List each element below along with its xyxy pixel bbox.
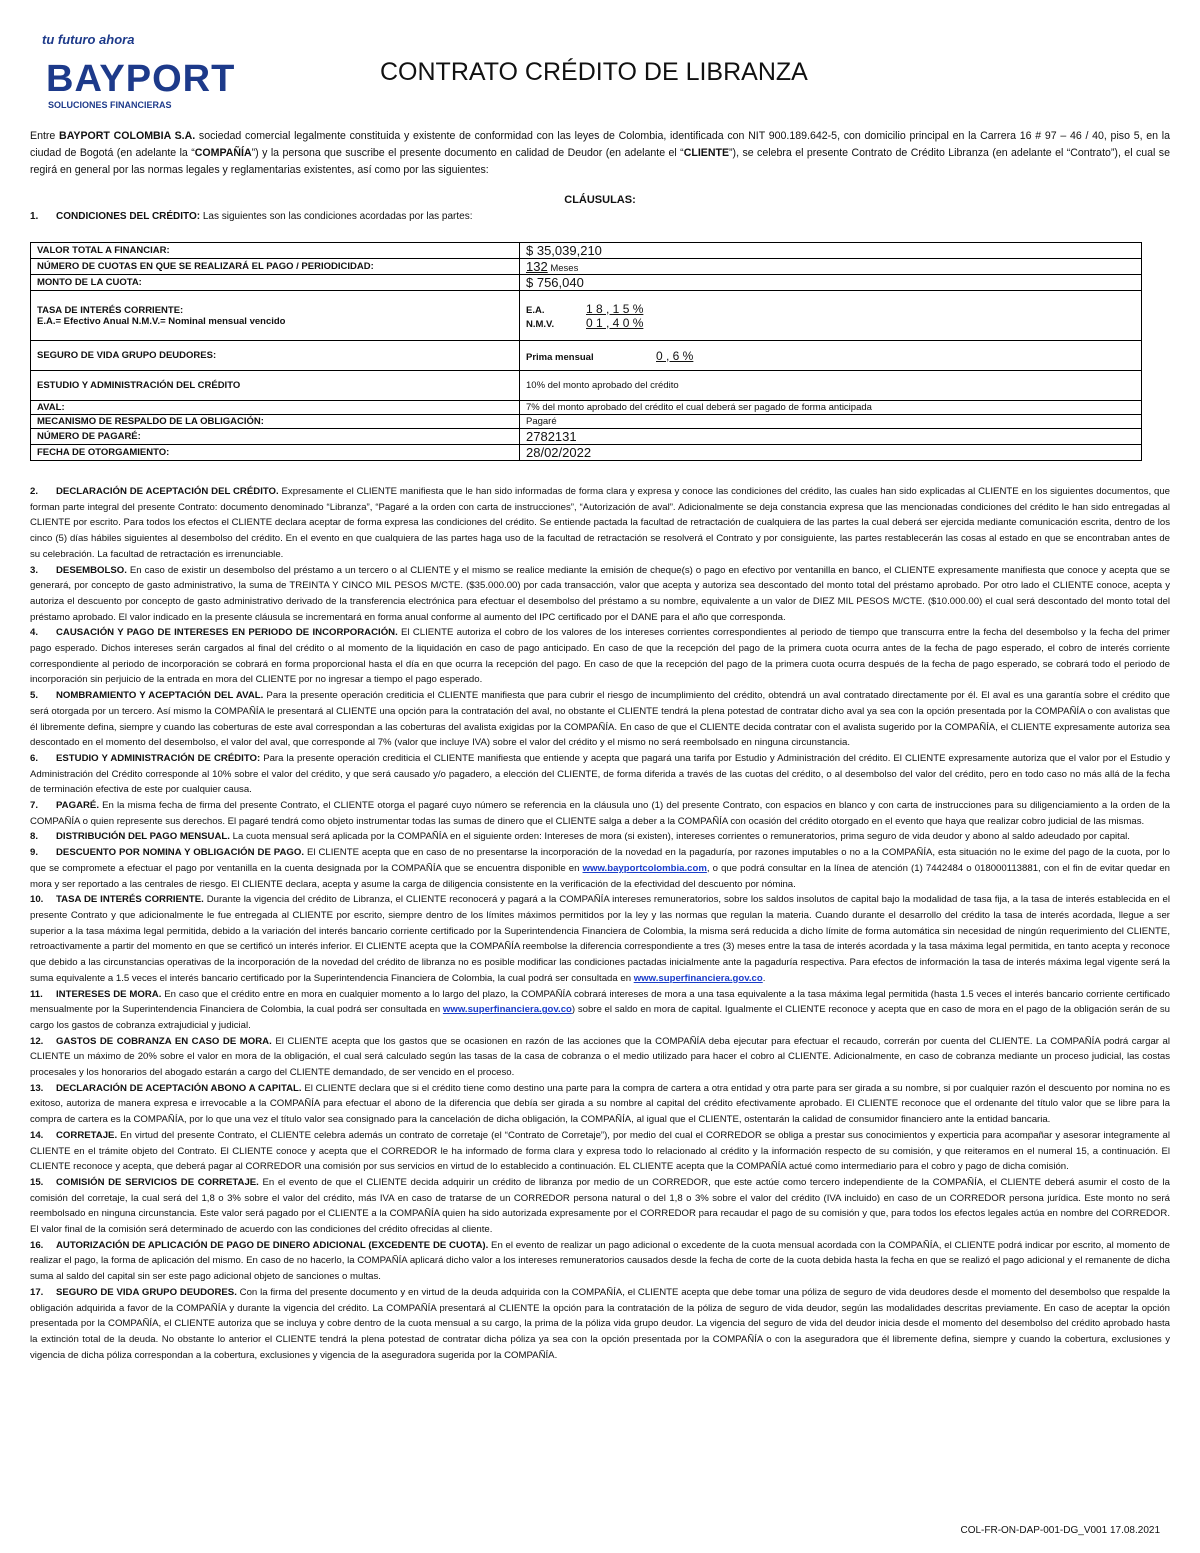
clause-body: La cuota mensual será aplicada por la COMPAÑÍA en el siguiente orden: Intereses de mora (si existen), intereses corrientes o remuneratorios, prima seguro de vida deudor y abono al saldo adeudado por capital. <box>229 831 1130 843</box>
numero-cuotas: 132 <box>526 259 548 274</box>
clause-6 <box>30 751 1170 798</box>
table-row: FECHA DE OTORGAMIENTO: 28/02/2022 <box>31 445 1142 461</box>
clause-title: INTERESES DE MORA. <box>56 988 162 1000</box>
clause-title: CAUSACIÓN Y PAGO DE INTERESES EN PERIODO DE INCORPORACIÓN. <box>56 627 398 639</box>
clause-title: DESCUENTO POR NOMINA Y OBLIGACIÓN DE PAGO. <box>56 847 305 859</box>
tasa-ea: 1 8 , 1 5 % <box>586 301 644 316</box>
clause-2 <box>30 484 1170 563</box>
clause-number: 16. <box>30 1239 44 1251</box>
clause-title: ESTUDIO Y ADMINISTRACIÓN DE CRÉDITO: <box>56 752 261 764</box>
website-link[interactable]: www.superfinanciera.gov.co <box>442 1004 572 1016</box>
clause-title: TASA DE INTERÉS CORRIENTE. <box>56 894 204 906</box>
clause-number: 13. <box>30 1082 44 1094</box>
clause-14 <box>30 1128 1170 1175</box>
clause-body: En caso de existir un desembolso del préstamo a un tercero o al CLIENTE y el mismo se realice mediante la emisión de cheque(s) o pago en efectivo por ventanilla en banco, el CLIENTE expresamente manifiesta que conoce y acepta que se generará, por concepto de gasto administrativo, la suma de TREINTA Y CINCO MIL PESOS M/CTE. ($35.000.00) por cada transacción, valor que acepta y autoriza sea descontado del monto total del préstamo aprobado. Por otro lado el CLIENTE conoce, acepta y autoriza el descuento por concepto de gasto administrativo derivado de la transferencia electrónica para efectuar el desembolso del préstamo a su nombre, equivalente a un valor de DIEZ MIL PESOS M/CTE. ($10.000.00) el cual será descontado del monto total del préstamo aprobado. El valor indicado en la presente cláusula se incrementará en forma anual conforme al aumento del IPC certificado por el DANE para el año que corresponda. <box>30 564 1170 623</box>
clause-body: El CLIENTE acepta que los gastos que se ocasionen en razón de las acciones que la COMPAÑÍA deba ejecutar para efectuar el recaudo, correrán por cuenta del CLIENTE. La COMPAÑÍA podrá cargar al CLIENTE un máximo de 20% sobre el valor en mora de la obligación, el cual será calculado según las tasas de la casa de cobranza o el medio utilizado para hacer el cobro al CLIENTE. Adicionalmente, en caso de cobranza mediante un proceso judicial, las costas procesales y los honorarios del abogado estarán a cargo del CLIENTE demandado, de ser vencido en el proceso. <box>30 1035 1170 1079</box>
clause-body: El CLIENTE declara que si el crédito tiene como destino una parte para la compra de cartera a otra entidad y otra parte para ser girada a su nombre, si por cualquier razón el descuento por nomina no es exitoso, autoriza de manera expresa e irrevocable a la COMPAÑÍA para efectuar el abono de la diferencia que debía ser girada a su nombre al capital del crédito efectivamente aprobado. El CLIENTE reconoce que el ordenante del título valor que se libre para la compra de cartera es la COMPAÑÍA, por lo que una vez el título valor sea consignado para la cancelación de dicha obligación, la COMPAÑÍA, al igual que el CLIENTE, ostentarán la calidad de consumidor financiero ante la entidad bancaria. <box>30 1082 1170 1126</box>
clausulas-heading: CLÁUSULAS: <box>564 194 636 206</box>
logo-tagline: tu futuro ahora <box>42 32 135 47</box>
clause-16 <box>30 1238 1170 1285</box>
clause-number: 3. <box>30 564 39 576</box>
numero-pagare: 2782131 <box>526 429 577 444</box>
clause-9 <box>30 845 1170 892</box>
clause-body: En caso que el crédito entre en mora en cualquier momento a lo largo del plazo, la COMPAÑÍA cobrará intereses de mora a una tasa equivalente a la tasa máxima legal permitida (hasta 1.5 veces el interés bancario corriente certificado mensualmente por la Superintendencia Financiera de Colombia, la cual podrá ser consultada en <box>30 988 1170 1016</box>
clause-11 <box>30 987 1170 1034</box>
clause-title: DISTRIBUCIÓN DEL PAGO MENSUAL. <box>56 831 230 843</box>
clause-body: En la misma fecha de firma del presente Contrato, el CLIENTE otorga el pagaré cuyo número se referencia en la cláusula uno (1) del presente Contrato, con espacios en blanco y con carta de instrucciones para su diligenciamiento a la orden de la COMPAÑÍA o quien represente sus derechos. El pagaré tendrá como objeto instrumentar todas las sumas de dinero que el CLIENTE salga a deber a la COMPAÑÍA con ocasión del crédito otorgado en el evento que haya que realizar cobro judicial de las mismas. <box>30 800 1170 827</box>
clause-number: 9. <box>30 847 39 859</box>
clause-body-cont: . <box>762 972 766 984</box>
clause-body: Para la presente operación crediticia el CLIENTE manifiesta que para cubrir el riesgo de incumplimiento del crédito, obtendrá un aval contratado directamente por él. El aval es una garantía sobre el crédito que será otorgada por un tercero. Así mismo la COMPAÑÍA le presentará al CLIENTE una opción para la contratación del aval, no obstante el CLIENTE tendrá la plena potestad de contratar dicho aval ya sea con la opción presentada por la COMPAÑÍA o con avalistas que él libremente defina, siempre y cuando las coberturas de este aval correspondan a las coberturas del avalista exigidas por la COMPAÑÍA. En caso de que el CLIENTE decida contratar con el avalista sugerido por la COMPAÑÍA, el CLIENTE expresamente autoriza sea descontado en el momento del desembolso, el valor del aval, que corresponde al 7% (valor que incluye IVA) sobre el valor del crédito y el mismo no será reembolsado en ninguna circunstancia. <box>30 690 1170 749</box>
prima-mensual: 0 , 6 % <box>656 348 694 363</box>
table-row: MONTO DE LA CUOTA: $ 756,040 <box>31 275 1142 291</box>
clause-title: CORRETAJE. <box>56 1129 118 1141</box>
logo-subtitle: SOLUCIONES FINANCIERAS <box>48 100 172 110</box>
clause-number: 8. <box>30 831 39 843</box>
clause-10 <box>30 892 1170 986</box>
website-link[interactable]: www.superfinanciera.gov.co <box>633 972 763 984</box>
table-row: TASA DE INTERÉS CORRIENTE: E.A.= Efectivo Anual N.M.V.= Nominal mensual vencido E.A. 1 8 , 1 5 % N.M.V. 0 1 , 4 0 % <box>31 291 1142 341</box>
clause-number: 12. <box>30 1035 44 1047</box>
clause-title: DECLARACIÓN DE ACEPTACIÓN ABONO A CAPITAL. <box>56 1082 302 1094</box>
clause-number: 7. <box>30 800 39 812</box>
table-row: AVAL: 7% del monto aprobado del crédito el cual deberá ser pagado de forma anticipada <box>31 401 1142 415</box>
table-row: NÚMERO DE CUOTAS EN QUE SE REALIZARÁ EL PAGO / PERIODICIDAD: 132 Meses <box>31 259 1142 275</box>
clause-title: DECLARACIÓN DE ACEPTACIÓN DEL CRÉDITO. <box>56 486 279 497</box>
clause-title: COMISIÓN DE SERVICIOS DE CORRETAJE. <box>56 1176 259 1188</box>
clause-13 <box>30 1081 1170 1128</box>
clause-15 <box>30 1175 1170 1238</box>
fecha-otorgamiento: 28/02/2022 <box>526 445 592 460</box>
table-row: MECANISMO DE RESPALDO DE LA OBLIGACIÓN: Pagaré <box>31 415 1142 429</box>
clause-12 <box>30 1034 1170 1081</box>
clause-body: El CLIENTE acepta que en caso de no presentarse la incorporación de la novedad en la pagaduría, por razones imputables o no a la COMPAÑÍA, esta situación no le exime del pago de la cuota, por lo que se compromete a efectuar el pago por ventanilla en la cuenta designada por la COMPAÑÍA que se encuentra disponible en <box>30 847 1171 874</box>
clause-3 <box>30 563 1170 626</box>
clauses-list <box>30 484 1170 1363</box>
clause-title: PAGARÉ. <box>56 800 99 812</box>
clause-number: 15. <box>30 1176 44 1188</box>
clause-5 <box>30 688 1170 751</box>
table-row: SEGURO DE VIDA GRUPO DEUDORES: Prima mensual 0 , 6 % <box>31 341 1142 371</box>
clause-4 <box>30 625 1170 688</box>
clause-title: DESEMBOLSO. <box>56 564 127 576</box>
clause-number: 10. <box>30 894 44 906</box>
clause-body: En el evento de realizar un pago adicional o excedente de la cuota mensual acordada con la COMPAÑÍA, el CLIENTE podrá indicar por escrito, al momento de realizar el pago, la forma de aplicación del mismo. En caso de no hacerlo, la COMPAÑÍA aplicará dicho valor a los intereses remuneratorios causados desde la fecha de corte de la cuota debida hasta la fecha en que se realizó el pago adicional y el remanente de dicha suma al saldo del capital sin ser este pago adicional objeto de sanciones o multas. <box>30 1239 1170 1283</box>
clause-body: Expresamente el CLIENTE manifiesta que le han sido informadas de forma clara y expresa y conoce las condiciones del crédito, las cuales han sido explicadas al CLIENTE en los siguientes documentos, que forman parte integral del presente Contrato: documento denominado “Libranza”, “Pagaré a la orden con carta de instrucciones”, “Autorización de aval”. Adicionalmente se deja constancia expresa que las mencionadas condiciones del crédito le han sido entregadas al CLIENTE por escrito. Para todos los efectos el CLIENTE declara aceptar de forma expresa las condiciones del crédito. Se entiende pactada la facultad de retractación de cualquiera de las partes la cual deberá ser ejercida mediante comunicación escrita, dentro de los cinco (5) días hábiles siguientes al desembolso del crédito. En el evento en que cualquiera de las partes haga uso de la facultad de retractación se resolverá el Contrato y por consiguiente, las partes restablecerán las cosas al estado en que se encontraban antes de su celebración. La facultad de retractación es irrenunciable. <box>30 486 1170 560</box>
clause-title: NOMBRAMIENTO Y ACEPTACIÓN DEL AVAL. <box>56 690 264 702</box>
clause-body: Con la firma del presente documento y en virtud de la deuda adquirida con la COMPAÑÍA, el CLIENTE acepta que debe tomar una póliza de seguro de vida deudores desde el momento del desembolso que respalde la obligación adquirida a favor de la COMPAÑÍA y durante la vigencia del crédito. La COMPAÑÍA presentará al CLIENTE la opción para la contratación de la póliza de seguro de vida deudor, según las modalidades descritas previamente. En caso de aceptar la opción presentada por la COMPAÑÍA, el CLIENTE autoriza que se incluya y cobre dentro de la cuota mensual a su cargo, la prima de la póliza vida grupo deudor. La vigencia del seguro de vida del deudor inicia desde el momento del desembolso del crédito aprobado hasta la extinción total de la deuda. No obstante lo anterior el CLIENTE tendrá la plena potestad de contratar dicha póliza ya sea con la opción presentada por la COMPAÑÍA o con la aseguradora que él libremente defina, siempre y cuando la cobertura, exclusiones y vigencia de dicha póliza correspondan a la cobertura, exclusiones y vigencia de la aseguradora sugerida por la COMPAÑÍA. <box>30 1286 1170 1361</box>
clause-title: GASTOS DE COBRANZA EN CASO DE MORA. <box>56 1035 272 1047</box>
logo-name: BAYPORT <box>46 58 236 100</box>
monto-cuota: $ 756,040 <box>526 275 584 290</box>
clause-body: El CLIENTE autoriza el cobro de los valores de los intereses corrientes correspondientes al periodo de tiempo que transcurra entre la fecha del desembolso y la fecha del primer pago esperado. Dichos intereses serán cargados al final del crédito o al momento de la liquidación en caso de pago anticipado. En caso de que la recepción del pago de la primera cuota ocurra antes de la fecha de pago esperado, el cobro de interés corriente correspondiente al periodo de incorporación se cobrará en forma proporcional hasta el día en que ocurra la recepción del pago. En caso de que la recepción del pago de la primera cuota ocurra después de la fecha de pago esperado, se cobrará todo el periodo de incorporación sin perjuicio de la entrada en mora del CLIENTE por no ingresar a tiempo el pago esperado. <box>30 627 1170 686</box>
clause-number: 6. <box>30 752 39 764</box>
clause-8 <box>30 829 1170 845</box>
document-title: CONTRATO CRÉDITO DE LIBRANZA <box>380 58 808 86</box>
company-name: BAYPORT COLOMBIA S.A. <box>59 130 196 142</box>
clause-number: 2. <box>30 486 39 497</box>
clause-body: En el evento de que el CLIENTE decida adquirir un crédito de libranza por medio de un CORREDOR, que este actúe como tercero independiente de la COMPAÑÍA, el CLIENTE deberá asumir el costo de la comisión del corretaje, la cual será del 1,8 o 3% sobre el valor del crédito, más IVA en caso de tratarse de un CORREDOR persona natural o del 1,8 o 3% sobre el valor del crédito (IVA incluido) en caso de un CORREDOR persona jurídica. Este monto no será reembolsado en ninguna circunstancia. Este valor será pagado por el CLIENTE a la COMPAÑÍA quien ha sido autorizada expresamente por el CORREDOR para recaudar el pago de su comisión y que, para todos los efectos legales actúa en nombre del CORREDOR. El valor final de la comisión será determinado de acuerdo con las condiciones del crédito ofrecidas al cliente. <box>30 1176 1170 1236</box>
clause-title: SEGURO DE VIDA GRUPO DEUDORES. <box>56 1286 237 1298</box>
valor-total: $ 35,039,210 <box>526 243 602 258</box>
tasa-nmv: 0 1 , 4 0 % <box>586 315 644 330</box>
clause-title: AUTORIZACIÓN DE APLICACIÓN DE PAGO DE DINERO ADICIONAL (EXCEDENTE DE CUOTA). <box>56 1239 489 1251</box>
table-row: VALOR TOTAL A FINANCIAR: $ 35,039,210 <box>31 243 1142 259</box>
clause-7 <box>30 798 1170 829</box>
clause-number: 5. <box>30 690 39 702</box>
clause-number: 17. <box>30 1286 44 1298</box>
clause-1-heading: 1. CONDICIONES DEL CRÉDITO: Las siguientes son las condiciones acordadas por las partes: <box>30 211 473 222</box>
clause-17 <box>30 1285 1170 1364</box>
clause-body-cont: ) sobre el saldo en mora de capital. Igualmente el CLIENTE reconoce y acepta que en caso de mora en el pago de la obligación serán de su cargo los gastos de cobranza extrajudicial y judicial. <box>30 1004 1170 1031</box>
clause-number: 4. <box>30 627 39 639</box>
intro-paragraph: Entre BAYPORT COLOMBIA S.A. sociedad comercial legalmente constituida y existente de conformidad con las leyes de Colombia, identificada con NIT 900.189.642-5, con domicilio principal en la Carrera 16 # 97 – 46 / 40, piso 5, en la ciudad de Bogotá (en adelante la “COMPAÑÍA”) y la persona que suscribe el presente documento en calidad de Deudor (en adelante el “CLIENTE”), se celebra el presente Contrato de Crédito Libranza (en adelante el “Contrato”), el cual se regirá en general por las normas legales y reglamentarias existentes, así como por las siguientes: <box>30 130 1170 176</box>
table-row: NÚMERO DE PAGARÉ: 2782131 <box>31 429 1142 445</box>
document-code: COL-FR-ON-DAP-001-DG_V001 17.08.2021 <box>960 1525 1160 1536</box>
clause-body: Durante la vigencia del crédito de Libranza, el CLIENTE reconocerá y pagará a la COMPAÑÍA intereses remuneratorios, sobre los saldos insolutos de capital bajo la modalidad de tasa fija, a la tasa de interés establecida en el presente Contrato y que adicionalmente le fue entregada al CLIENTE por escrito, siempre dentro de los límites máximos permitidos por la ley y las normas que regulan la materia. Cuando durante el desarrollo del crédito la tasa de interés acordada, llegue a ser superior a la tasa máxima legal permitida, debido a la variación del interés bancario corriente certificado por la Superintendencia Financiera de Colombia, la misma será reducida a dicho límite de forma automática sin necesidad de ningún requerimiento del CLIENTE, retroactivamente a partir del momento en que se certificó un interés inferior. El CLIENTE acepta que la COMPAÑÍA reembolse la diferencia correspondiente a tres (3) meses entre la tasa de interés acordada y la tasa máxima legal permitida, en tanto acepta y reconoce que debido a las circunstancias operativas de la incorporación de la novedad del crédito de libranza no es posible modificar las condiciones pactadas inicialmente ante la pagaduría respectiva. Para efectos de información la tasa de interés máxima legal vigente será la suma equivalente a 1.5 veces el interés bancario certificado por la Superintendencia Financiera de Colombia, la cual podrá ser consultada en <box>30 894 1170 984</box>
table-row: ESTUDIO Y ADMINISTRACIÓN DEL CRÉDITO 10% del monto aprobado del crédito <box>31 371 1142 401</box>
clause-body-cont: , o que podrá consultar en la línea de atención (1) 7442484 o 018000113881, con el fin de evitar quedar en mora y ser reportado a las centrales de riesgo. El CLIENTE declara, acepta y asume la carga de diligencia consistente en la verificación de la efectividad del descuento por nómina. <box>30 862 1170 890</box>
credit-conditions-table <box>30 242 1142 461</box>
website-link[interactable]: www.bayportcolombia.com <box>582 862 707 874</box>
clause-number: 14. <box>30 1129 44 1141</box>
clause-number: 11. <box>30 988 43 1000</box>
clause-body: En virtud del presente Contrato, el CLIENTE celebra además un contrato de corretaje (el “Contrato de Corretaje”), por medio del cual el CORREDOR se obliga a prestar sus conocimientos y experticia para acompañar y asesorar integramente al CLIENTE en el trámite objeto del Contrato. El CLIENTE conoce y acepta que el CORREDOR le ha informado de forma clara y expresa todo lo relacionado al crédito y la información respecto de su comisión, y que reiteramos en el numeral 15, a continuación. El CLIENTE reconoce y acepta, que deberá pagar al CORREDOR una comisión por sus servicios en virtud de lo establecido a continuación. EL CLIENTE acepta que la COMPAÑÍA actué como intermediario para el cobro y pago de dicha comisión. <box>30 1129 1170 1173</box>
clause-body: Para la presente operación crediticia el CLIENTE manifiesta que entiende y acepta que pagará una tarifa por Estudio y Administración del crédito. El CLIENTE expresamente autoriza que el valor por el Estudio y Administración del Crédito corresponde al 10% sobre el valor del crédito, y que será causado y/o pagadero, a elección del CLIENTE, de forma diferida a través de las cuotas del crédito, o al desembolso del valor del crédito, pero en todo caso no más allá de la fecha de terminación efectiva de este por cualquier causa. <box>30 752 1171 796</box>
